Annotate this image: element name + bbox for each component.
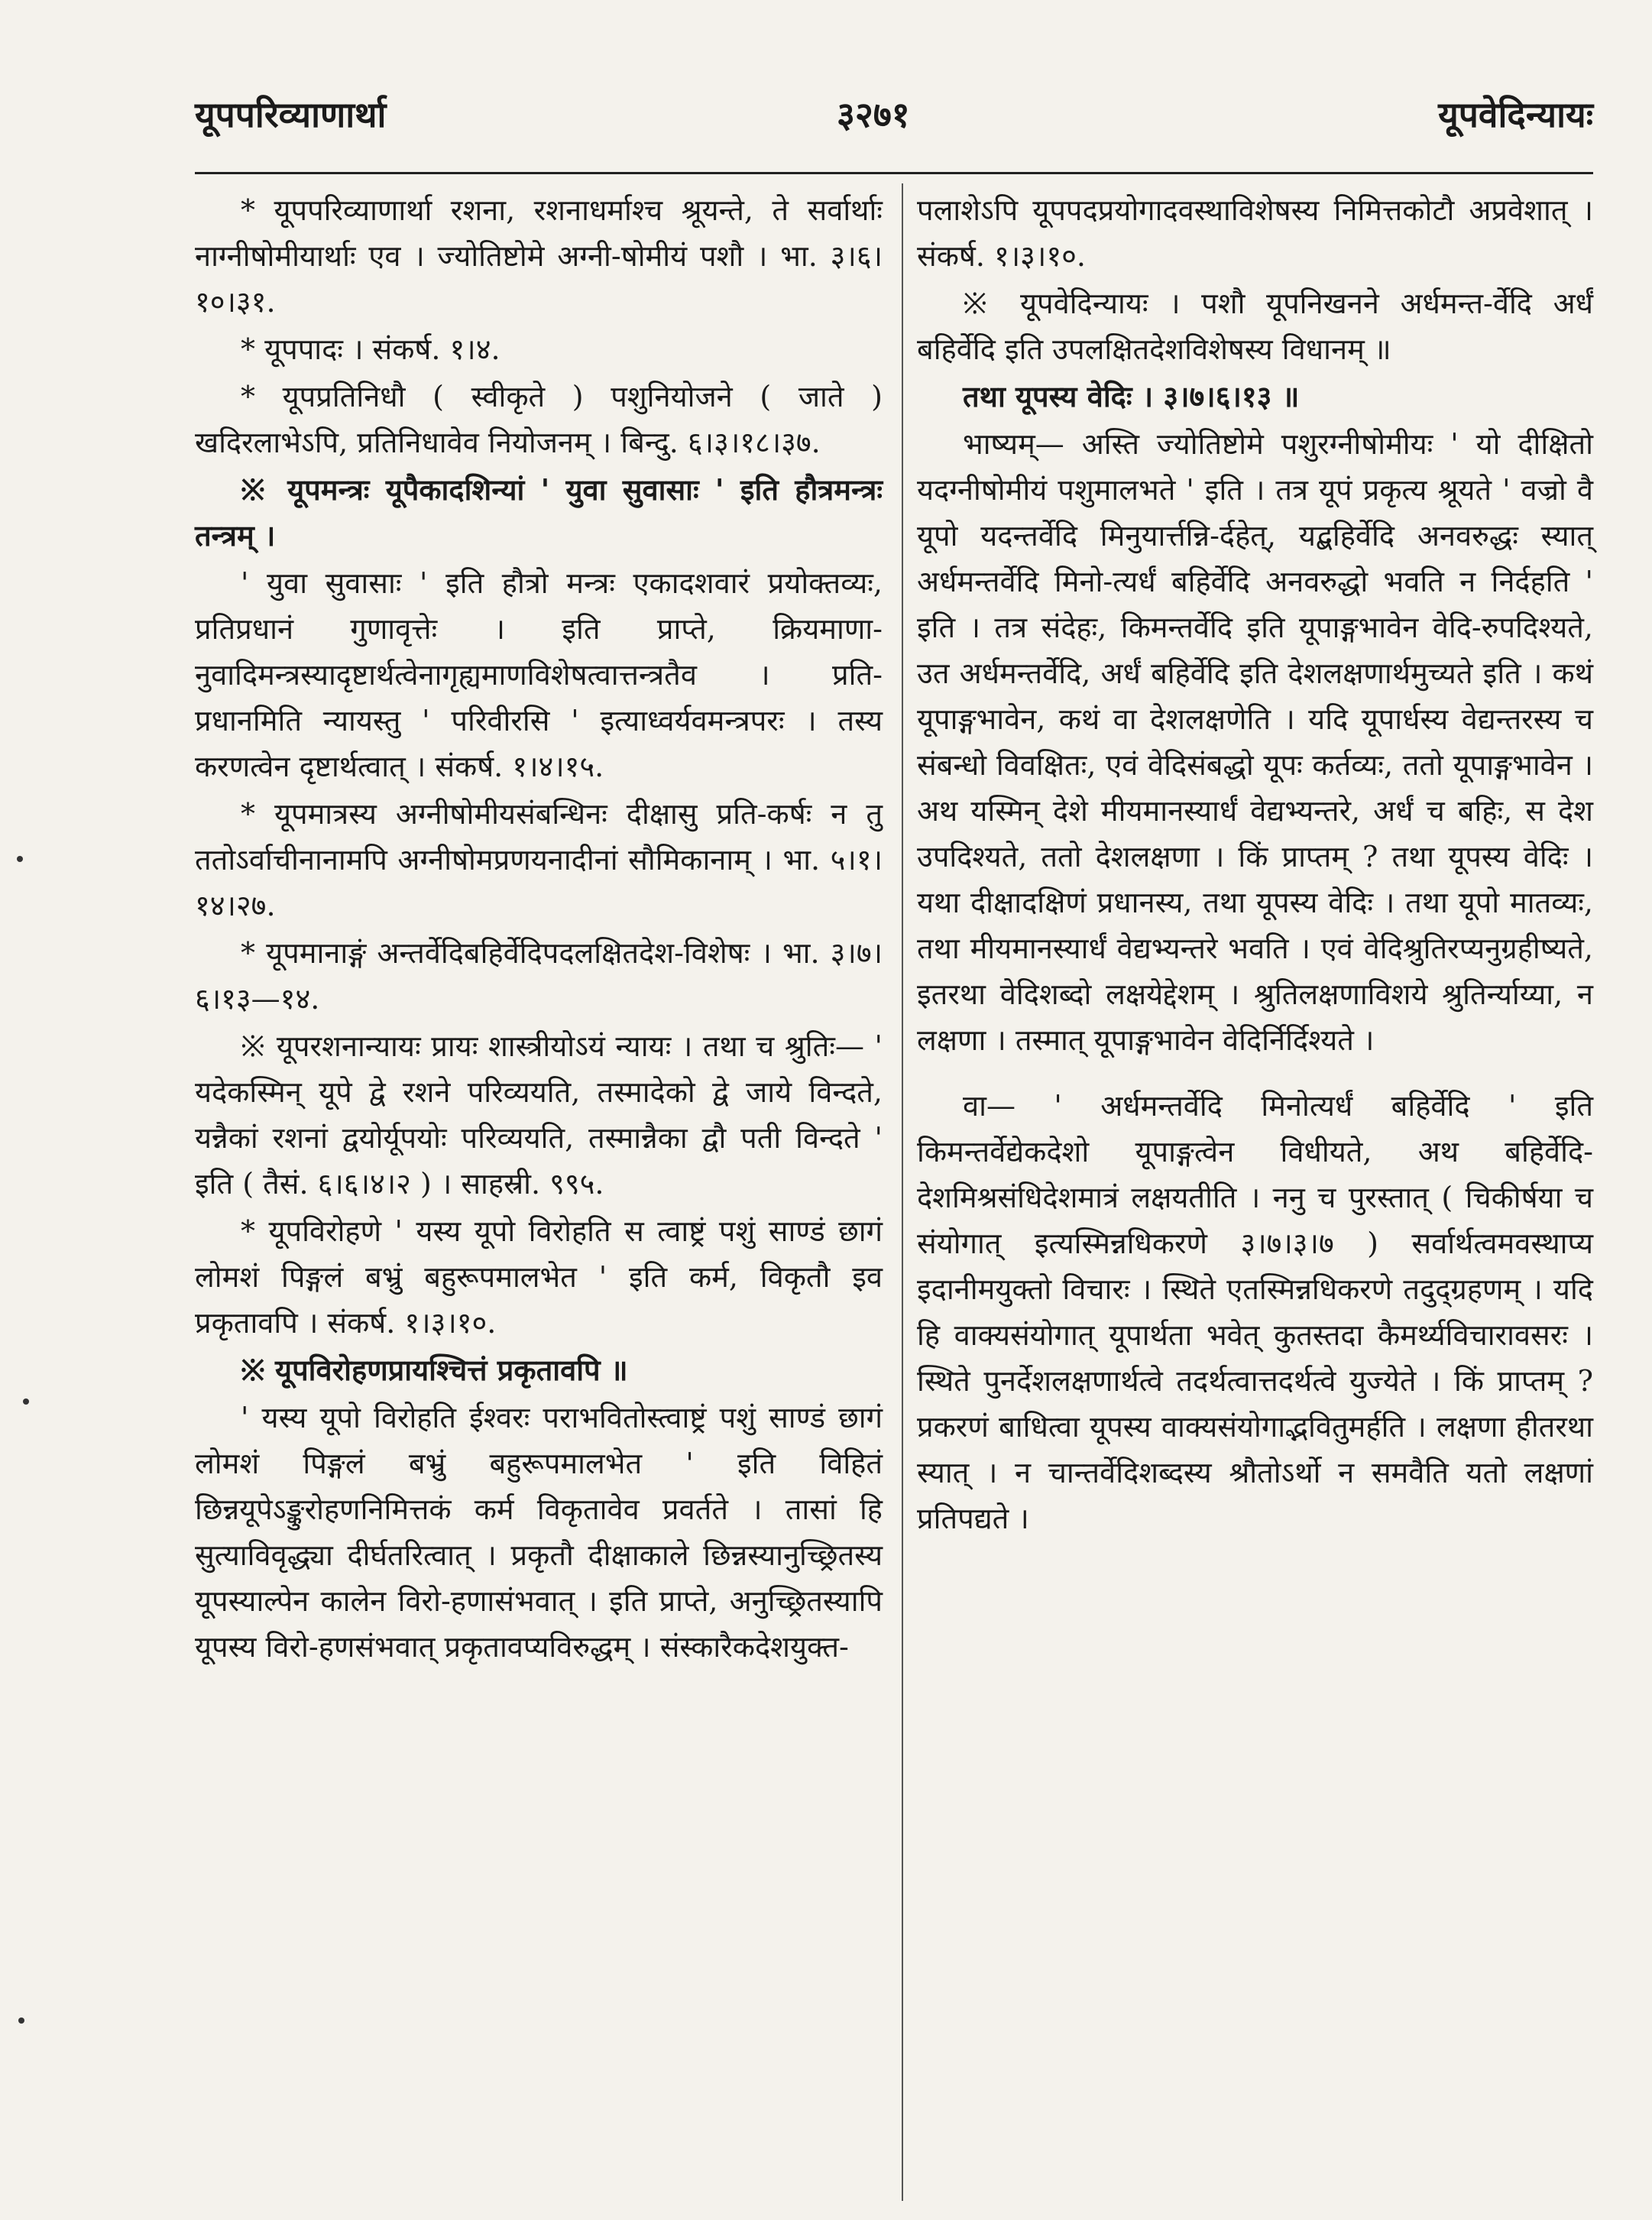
entry-right-2: तथा यूपस्य वेदिः । ३।७।६।१३ ॥ (963, 379, 1300, 413)
page-number: ३२७१ (837, 94, 910, 135)
entry-right-1: ※ यूपवेदिन्यायः । पशौ यूपनिखनने अर्धमन्त-र्वेदि अर्धं बहिर्वेदि इति उपलक्षितदेशविशेषस्य विधानम् ॥ (917, 287, 1593, 366)
header-left-title: यूपपरिव्याणार्था (195, 94, 387, 135)
entry-left-4: ' युवा सुवासाः ' इति हौत्रो मन्त्रः एकादशवारं प्रयोक्तव्यः, प्रतिप्रधानं गुणावृत्तेः । इति प्राप्ते, क्रियमाणा-नुवादिमन्त्रस्यादृष्टार्थत्वेनागृह्यमाणविशेषत्वात्तन्त्रतैव । प्रति-प्रधानमिति न्यायस्तु ' परिवीरसि ' इत्याध्वर्यवमन्त्रपरः । तस्य करणत्वेन दृष्टार्थत्वात् । संकर्ष. १।४।१५. (195, 566, 883, 783)
page-header (195, 90, 1593, 151)
header-rule (195, 172, 1593, 174)
right-column (917, 187, 1593, 1543)
entry-left-7: ※ यूपरशनान्यायः प्रायः शास्त्रीयोऽयं न्यायः । तथा च श्रुतिः— ' यदेकस्मिन् यूपे द्वे रशने परिव्ययति, तस्मादेको द्वे जाये विन्दते, यन्नैकां रशनां द्वयोर्यूपयोः परिव्ययति, तस्मान्नैका द्वौ पती विन्दते ' इति ( तैसं. ६।६।४।२ ) । साहस्री. ९९५. (195, 1029, 883, 1201)
column-divider (902, 183, 903, 2201)
entry-right-4: वा— ' अर्धमन्तर्वेदि मिनोत्यर्धं बहिर्वेदि ' इति किमन्तर्वेद्येकदेशो यूपाङ्गत्वेन विधीयते, अथ बहिर्वेदि-देशमिश्रसंधिदेशमात्रं लक्षयतीति । ननु च पुरस्तात् ( चिकीर्षया च संयोगात् इत्यस्मिन्नधिकरणे ३।७।३।७ ) सर्वार्थत्वमवस्थाप्य इदानीमयुक्तो विचारः । स्थिते एतस्मिन्नधिकरणे तदुद्ग्रहणम् । यदि हि वाक्यसंयोगात् यूपार्थता भवेत् कुतस्तदा कैमर्थ्यविचारावसरः । स्थिते पुनर्देशलक्षणार्थत्वे तदर्थत्वात्तदर्थत्वे युज्येते । किं प्राप्तम् ? प्रकरणं बाधित्वा यूपस्य वाक्यसंयोगाद्भवितुमर्हति । लक्षणा हीतरथा स्यात् । न चान्तर्वेदिशब्दस्य श्रौतोऽर्थो न समवैति यतो लक्षणां प्रतिपद्यते । (917, 1089, 1593, 1535)
entry-right-3: भाष्यम्— अस्ति ज्योतिष्टोमे पशुरग्नीषोमीयः ' यो दीक्षितो यदग्नीषोमीयं पशुमालभते ' इति । तत्र यूपं प्रकृत्य श्रूयते ' वज्रो वै यूपो यदन्तर्वेदि मिनुयार्त्तन्नि-र्दहेत्, यद्बहिर्वेदि अनवरुद्धः स्यात् अर्धमन्तर्वेदि मिनो-त्यर्धं बहिर्वेदि अनवरुद्धो भवति न निर्दहति ' इति । तत्र संदेहः, किमन्तर्वेदि इति यूपाङ्गभावेन वेदि-रुपदिश्यते, उत अर्धमन्तर्वेदि, अर्धं बहिर्वेदि इति देशलक्षणार्थमुच्यते इति । कथं यूपाङ्गभावेन, कथं वा देशलक्षणेति । यदि यूपार्धस्य वेद्यन्तरस्य च संबन्धो विवक्षितः, एवं वेदिसंबद्धो यूपः कर्तव्यः, ततो यूपाङ्गभावेन । अथ यस्मिन् देशे मीयमानस्यार्धं वेद्यभ्यन्तरे, अर्धं च बहिः, स देश उपदिश्यते, ततो देशलक्षणा । किं प्राप्तम् ? तथा यूपस्य वेदिः । यथा दीक्षादक्षिणं प्रधानस्य, तथा यूपस्य वेदिः । तथा यूपो मातव्यः, तथा मीयमानस्यार्धं वेद्यभ्यन्तरे भवति । एवं वेदिश्रुतिरप्यनुग्रहीष्यते, इतरथा वेदिशब्दो लक्षयेद्देशम् । श्रुतिलक्षणाविशये श्रुतिर्न्याय्या, न लक्षणा । तस्मात् यूपाङ्गभावेन वेदिर्निर्दिश्यते । (917, 427, 1593, 1057)
entry-left-10: ' यस्य यूपो विरोहति ईश्वरः पराभवितोस्त्वाष्ट्रं पशुं साण्डं छागं लोमशं पिङ्गलं बभ्रुं बहुरूपमालभेत ' इति विहितं छिन्नयूपेऽङ्कुरोहणनिमित्तकं कर्म विकृतावेव प्रवर्तते । तासां हि सुत्याविवृद्ध्या दीर्घतरित्वात् । प्रकृतौ दीक्षाकाले छिन्नस्यानुच्छ्रितस्य यूपस्याल्पेन कालेन विरो-हणासंभवात् । इति प्राप्ते, अनुच्छ्रितस्यापि यूपस्य विरो-हणसंभवात् प्रकृतावप्यविरुद्धम् । संस्कारैकदेशयुक्त- (195, 1401, 883, 1664)
entry-left-9: ※ यूपविरोहणप्रायश्चित्तं प्रकृतावपि ॥ (241, 1353, 628, 1387)
margin-speck (18, 2017, 24, 2024)
header-right-title: यूपवेदिन्यायः (1438, 94, 1593, 135)
entry-right-0: पलाशेऽपि यूपपदप्रयोगादवस्थाविशेषस्य निमित्तकोटौ अप्रवेशात् । संकर्ष. १।३।१०. (917, 193, 1593, 273)
entry-left-8: * यूपविरोहणे ' यस्य यूपो विरोहति स त्वाष्ट्रं पशुं साण्डं छागं लोमशं पिङ्गलं बभ्रुं बहुरूपमालभेत ' इति कर्म, विकृतौ इव प्रकृतावपि । संकर्ष. १।३।१०. (195, 1214, 883, 1340)
left-column (195, 187, 883, 1671)
entry-left-0: * यूपपरिव्याणार्था रशना, रशनाधर्माश्च श्रूयन्ते, ते सर्वार्थाः नाग्नीषोमीयार्थाः एव । ज्योतिष्टोमे अग्नी-षोमीयं पशौ । भा. ३।६।१०।३१. (195, 193, 883, 319)
margin-speck (17, 856, 23, 862)
entry-left-6: * यूपमानाङ्गं अन्तर्वेदिबहिर्वेदिपदलक्षितदेश-विशेषः । भा. ३।७।६।१३—१४. (195, 936, 883, 1016)
entry-left-3: ※ यूपमन्त्रः यूपैकादशिन्यां ' युवा सुवासाः ' इति हौत्रमन्त्रः तन्त्रम् । (195, 472, 883, 553)
paragraph-gap (917, 1065, 1593, 1083)
entry-left-2: * यूपप्रतिनिधौ ( स्वीकृते ) पशुनियोजने ( जाते ) खदिरलाभेऽपि, प्रतिनिधावेव नियोजनम् । बिन्दु. ६।३।१८।३७. (195, 380, 883, 459)
margin-speck (23, 1398, 29, 1405)
entry-left-5: * यूपमात्रस्य अग्नीषोमीयसंबन्धिनः दीक्षासु प्रति-कर्षः न तु ततोऽर्वाचीनानामपि अग्नीषोमप्रणयनादीनां सौमिकानाम् । भा. ५।१।१४।२७. (195, 797, 883, 922)
entry-left-1: * यूपपादः । संकर्ष. १।४. (241, 332, 500, 366)
